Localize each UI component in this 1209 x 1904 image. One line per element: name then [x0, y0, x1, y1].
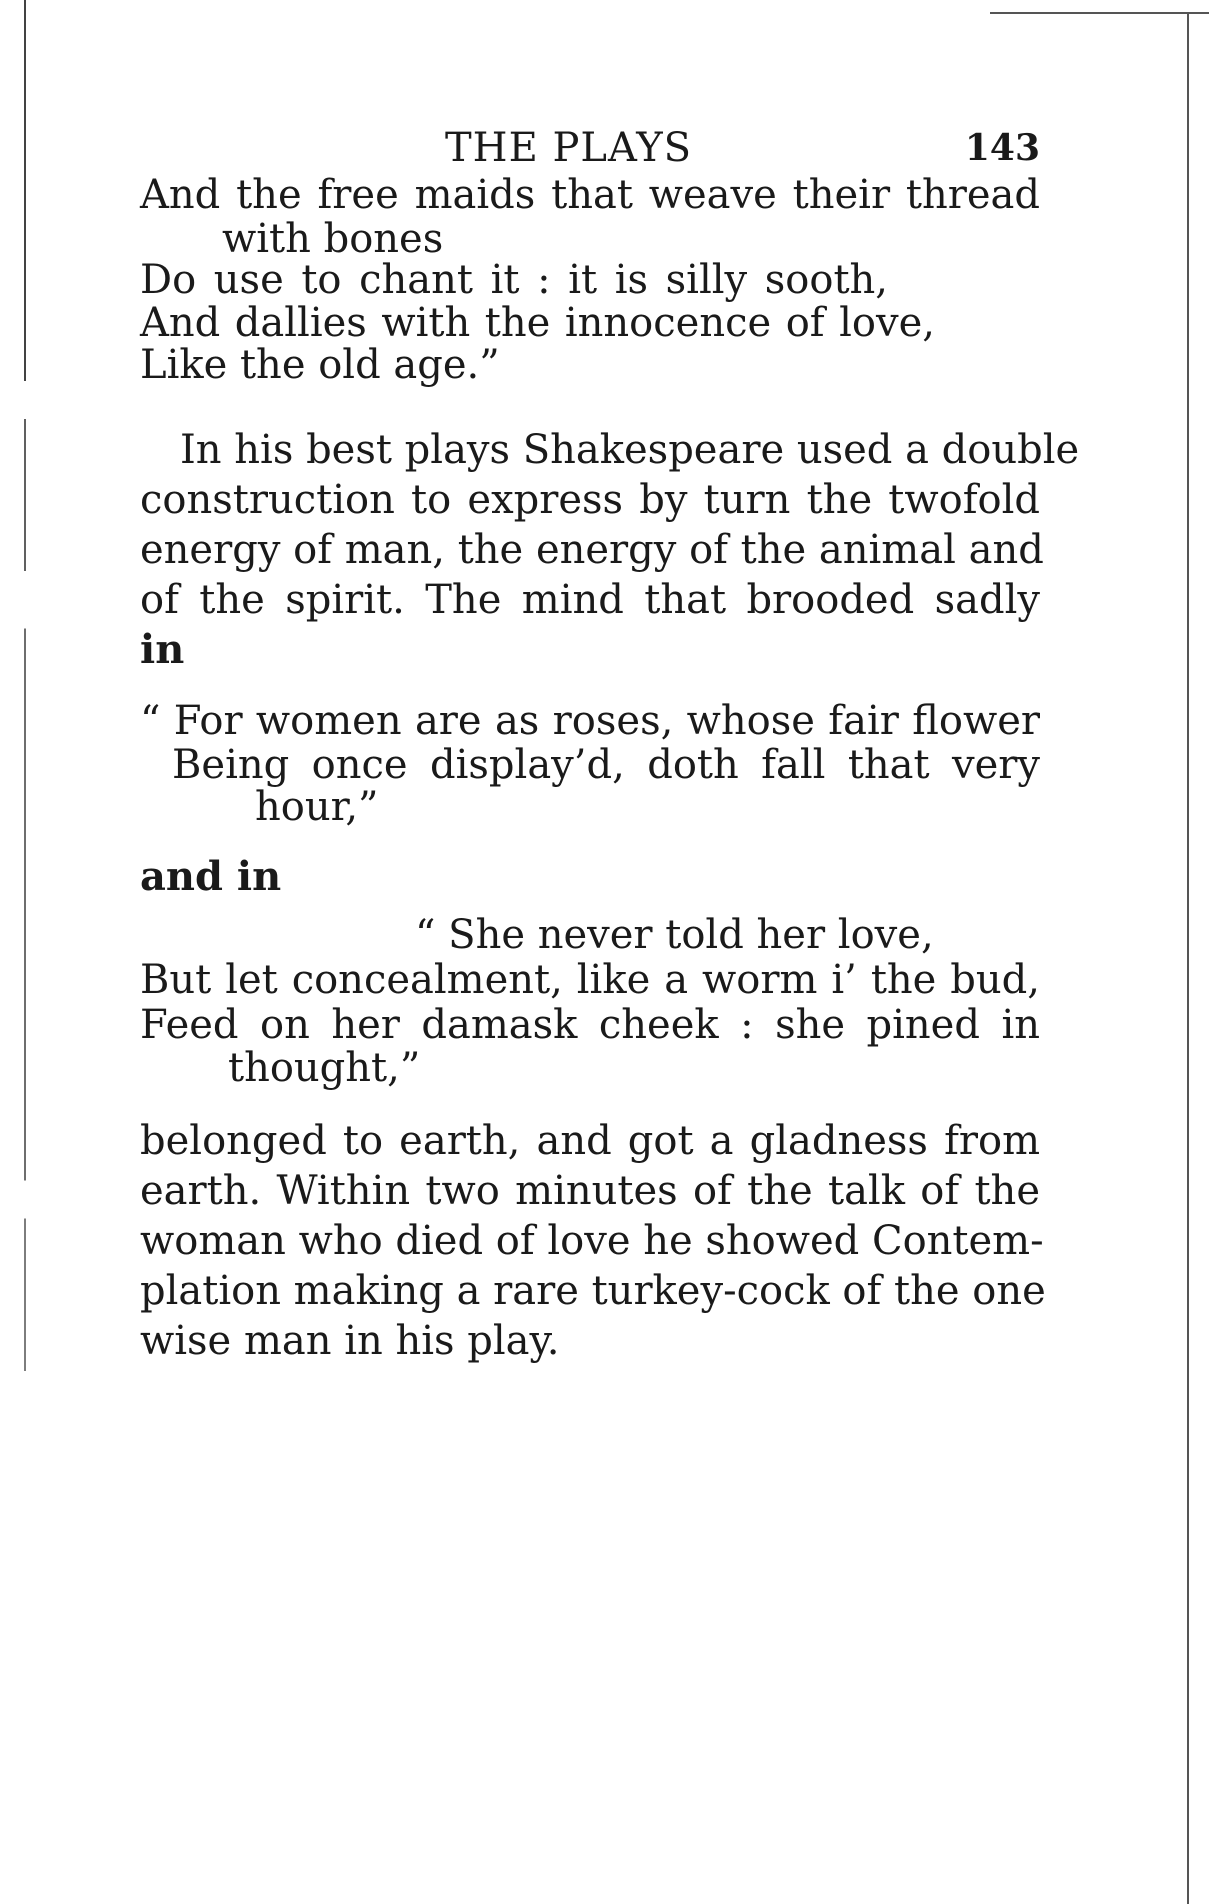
- paragraph-line: energy of man, the energy of the animal and: [140, 527, 1044, 573]
- page-number: 143: [964, 127, 1040, 169]
- paragraph-line: woman who died of love he showed Contem-: [140, 1218, 1044, 1264]
- verse-line: Feed on her damask cheek : she pined in: [140, 1002, 1040, 1048]
- paragraph-line: belonged to earth, and got a gladness from: [140, 1118, 1040, 1164]
- paragraph-line: in: [140, 626, 185, 673]
- verse-line: “ She never told her love,: [415, 912, 934, 958]
- verse-line: Like the old age.”: [140, 342, 500, 388]
- page-header: [140, 125, 1040, 175]
- paragraph-line: of the spirit. The mind that brooded sadly: [140, 577, 1040, 623]
- verse-line: Do use to chant it : it is silly sooth,: [140, 257, 888, 303]
- page-edge-left: [24, 0, 26, 1904]
- connector-text: and in: [140, 853, 282, 900]
- page-edge-top: [990, 12, 1209, 14]
- paragraph-line: In his best plays Shakespeare used a double: [180, 427, 1080, 473]
- page-edge-right: [1187, 14, 1189, 1904]
- verse-line: hour,”: [255, 784, 379, 830]
- paragraph-line: wise man in his play.: [140, 1318, 560, 1364]
- verse-line: And dallies with the innocence of love,: [140, 300, 935, 346]
- verse-line: thought,”: [228, 1045, 421, 1091]
- verse-line: But let concealment, like a worm i’ the bud,: [140, 957, 1040, 1003]
- paragraph-line: plation making a rare turkey-cock of the one: [140, 1268, 1046, 1314]
- paragraph-line: earth. Within two minutes of the talk of the: [140, 1168, 1040, 1214]
- verse-line: with bones: [222, 216, 444, 262]
- verse-line: And the free maids that weave their thread: [140, 172, 1040, 218]
- verse-line: Being once display’d, doth fall that very: [172, 742, 1040, 788]
- verse-line: “ For women are as roses, whose fair flower: [140, 698, 1040, 744]
- running-head: THE PLAYS: [445, 125, 693, 171]
- paragraph-line: construction to express by turn the twofold: [140, 477, 1040, 523]
